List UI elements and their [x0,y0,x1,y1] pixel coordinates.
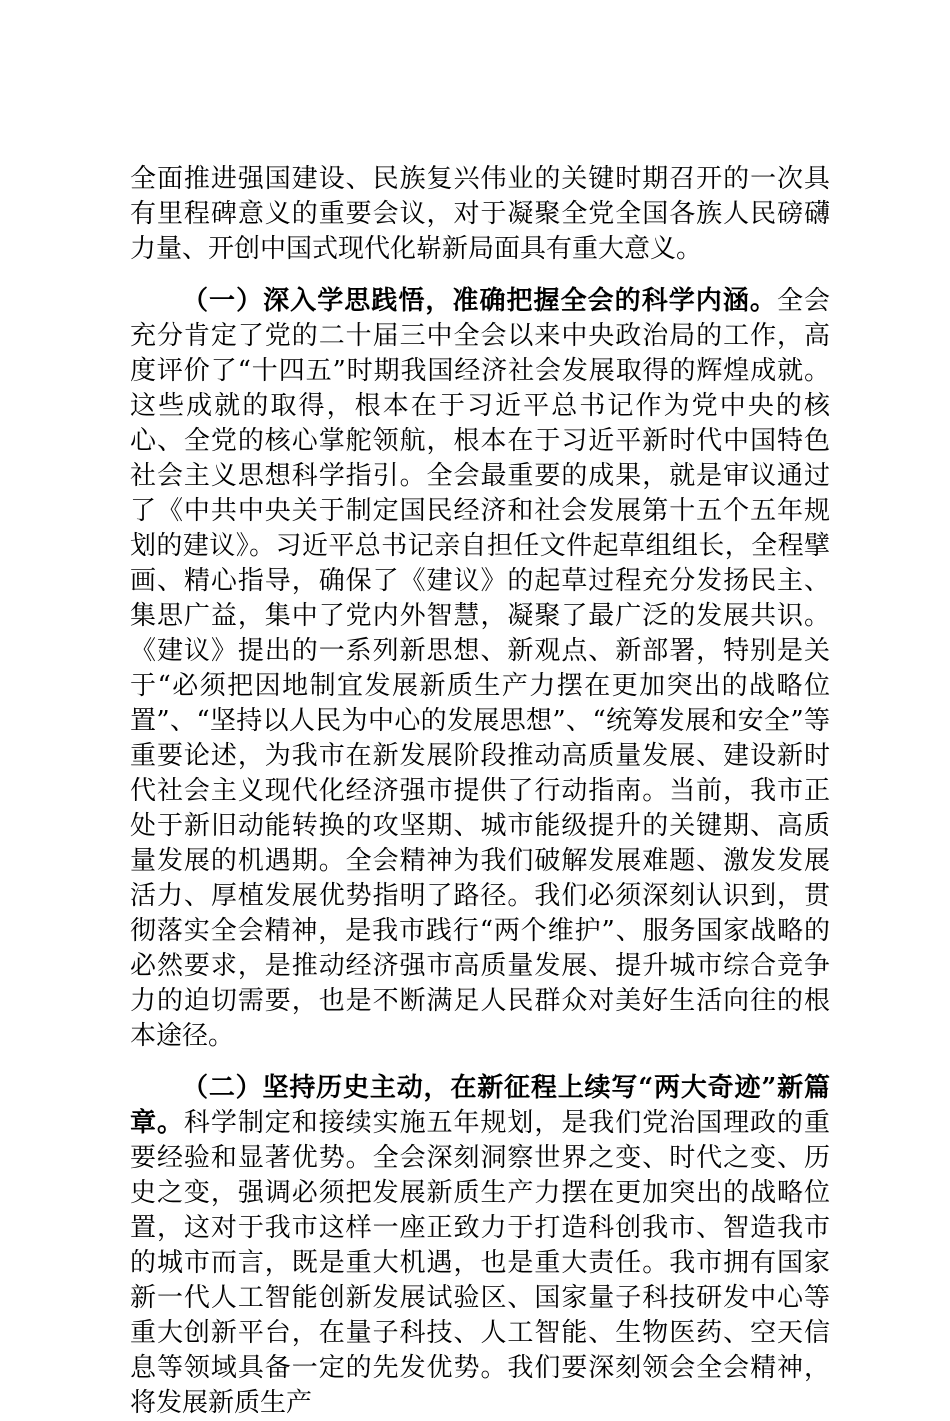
document-body [130,162,830,1421]
section-heading: （二）坚持历史主动，在新征程上续写“两大奇迹”新篇章。 [130,1073,830,1138]
section-two-paragraph [130,1071,830,1421]
paragraph-continuation [130,162,830,267]
paragraph-text: 全面推进强国建设、民族复兴伟业的关键时期召开的一次具有里程碑意义的重要会议，对于凝聚全党全国各族人民磅礴力量、开创中国式现代化崭新局面具有重大意义。 [130,164,830,264]
section-one-paragraph [130,284,830,1054]
section-heading: （一）深入学思践悟，准确把握全会的科学内涵。 [182,286,777,316]
paragraph-text: 科学制定和接续实施五年规划，是我们党治国理政的重要经验和显著优势。全会深刻洞察世界之变、时代之变、历史之变，强调必须把发展新质生产力摆在更加突出的战略位置，这对于我市这样一座正致力于打造科创我市、智造我市的城市而言，既是重大机遇，也是重大责任。我市拥有国家新一代人工智能创新发展试验区、国家量子科技研发中心等重大创新平台，在量子科技、人工智能、生物医药、空天信息等领域具备一定的先发优势。我们要深刻领会全会精神，将发展新质生产 [130,1108,830,1418]
paragraph-text: 全会充分肯定了党的二十届三中全会以来中央政治局的工作，高度评价了“十四五”时期我国经济社会发展取得的辉煌成就。这些成就的取得，根本在于习近平总书记作为党中央的核心、全党的核心掌舵领航，根本在于习近平新时代中国特色社会主义思想科学指引。全会最重要的成果，就是审议通过了《中共中央关于制定国民经济和社会发展第十五个五年规划的建议》。习近平总书记亲自担任文件起草组组长，全程擘画、精心指导，确保了《建议》的起草过程充分发扬民主、集思广益，集中了党内外智慧，凝聚了最广泛的发展共识。《建议》提出的一系列新思想、新观点、新部署，特别是关于“必须把因地制宜发展新质生产力摆在更加突出的战略位置”、“坚持以人民为中心的发展思想”、“统筹发展和安全”等重要论述，为我市在新发展阶段推动高质量发展、建设新时代社会主义现代化经济强市提供了行动指南。当前，我市正处于新旧动能转换的攻坚期、城市能级提升的关键期、高质量发展的机遇期。全会精神为我们破解发展难题、激发发展活力、厚植发展优势指明了路径。我们必须深刻认识到，贯彻落实全会精神，是我市践行“两个维护”、服务国家战略的必然要求，是推动经济强市高质量发展、提升城市综合竞争力的迫切需要，也是不断满足人民群众对美好生活向往的根本途径。 [130,286,830,1051]
